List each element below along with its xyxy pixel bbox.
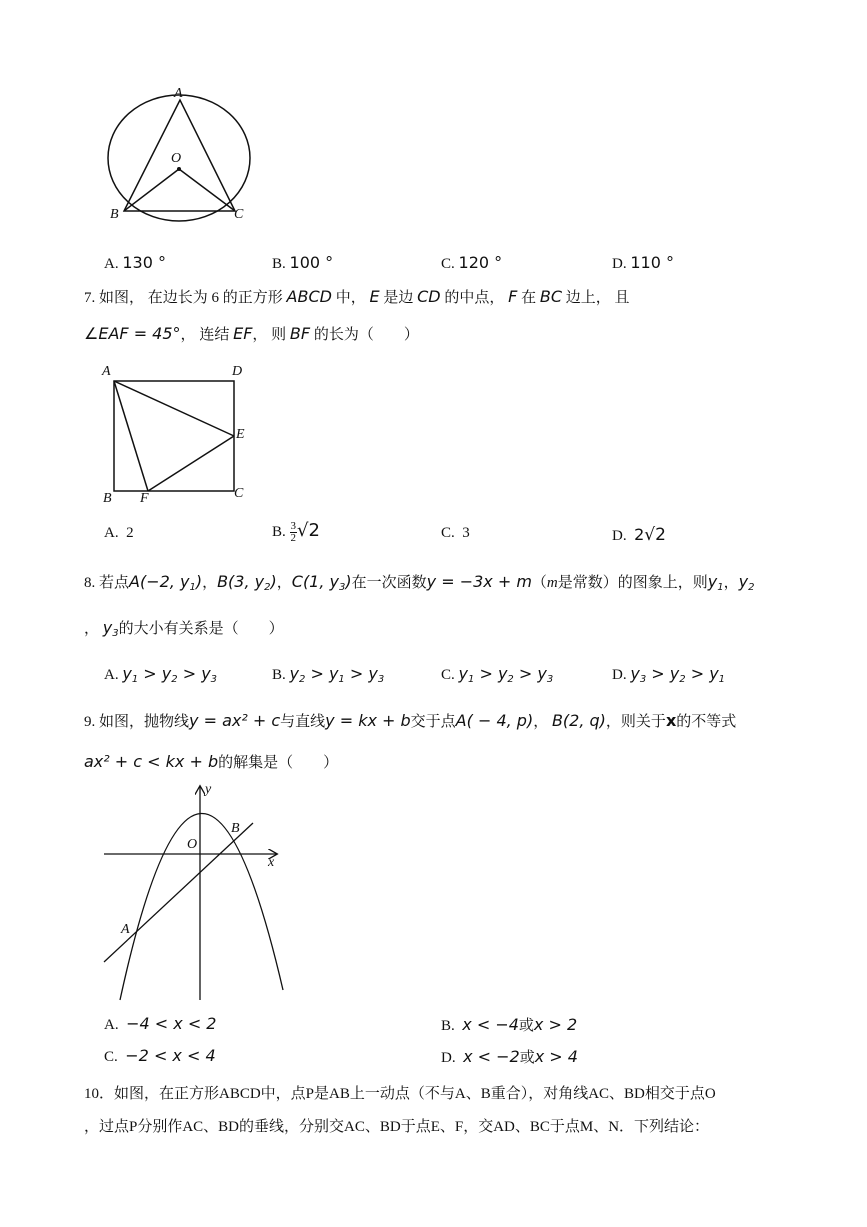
math-angle: ∠EAF = 45° [84,324,181,343]
option-value: 120 ° [458,253,503,272]
text: 如图， [99,290,145,306]
subscript: 2 [679,674,686,685]
text: 的大小有关系是（ ） [118,621,284,637]
subscript: 3 [639,674,647,685]
q10-question-line1: 10．如图，在正方形ABCD中，点P是AB上一动点（不与A、B重合），对角线AC、BD相交于点O [84,1086,716,1102]
text: 在一次函数 [351,575,427,591]
math-line: y = kx + b [325,711,411,730]
q9-label-x: x [268,855,275,870]
q7-label-b: B [103,491,112,506]
math-segment: BC [539,287,562,306]
option-letter: C. [441,256,455,272]
math-segment: BF [289,324,311,343]
math-segment: CD [417,287,441,306]
text: ， [252,327,268,343]
math-part: y [289,664,299,683]
text: 6 [211,290,220,306]
text: 如图，抛物线 [99,714,190,730]
option-letter: B. [272,667,286,683]
text: ， [533,714,549,730]
math-point-b: B(2, q) [551,711,606,730]
text: 的正方形 [222,290,283,306]
option-value: x < −4 [462,1015,519,1034]
q6-label-b: B [110,207,119,222]
option-letter: D. [612,256,627,272]
text: 在 [521,290,537,306]
text: 是常数）的图象上，则 [557,575,708,591]
math-part: ) [270,572,277,591]
q9-parabola [120,813,283,1000]
text: ， [276,575,292,591]
option-value: 2 [126,525,134,541]
math-part: y [497,664,508,683]
subscript: 3 [377,674,385,685]
math-parabola: y = ax² + c [189,711,281,730]
text: 与直线 [280,714,326,730]
option-value: 100 ° [289,253,334,272]
q9-option-b[interactable] [441,1014,577,1035]
math-op: > [138,664,162,683]
option-value: 110 ° [630,253,674,272]
option-value: x > 2 [533,1015,578,1034]
math-part: y [458,664,468,683]
math-part: y [201,664,211,683]
text: 连结 [199,327,230,343]
question-number: 7. [84,290,96,306]
option-coef: 2 [634,525,645,544]
text: ， [180,327,196,343]
option-letter: A. [104,525,119,541]
math-op: > [513,664,538,683]
math-part: y [709,664,719,683]
math-part: y [630,664,640,683]
subscript: 1 [718,674,726,685]
option-letter: A. [104,1017,119,1033]
math-op: > [685,664,710,683]
text: 的长为（ ） [313,327,419,343]
math-part: ) [345,572,352,591]
q9-line [104,823,253,962]
text: 是边 [383,290,414,306]
text: ， [84,621,100,637]
option-or: 或 [519,1050,535,1066]
fraction-numerator: 3 [290,520,297,533]
subscript: 2 [171,674,178,685]
option-letter: A. [104,667,119,683]
text: 在边长为 [147,290,208,306]
q9-label-y: y [205,782,212,797]
text: 且 [614,290,630,306]
subscript: 3 [210,674,218,685]
option-value: x > 4 [534,1047,578,1066]
text: （ [531,575,547,591]
math-part: ) [195,572,203,591]
text: 边上， [565,290,611,306]
option-letter: D. [441,1050,456,1066]
subscript: 2 [264,582,271,593]
math-op: > [646,664,670,683]
math-op: > [305,664,329,683]
q9-label-o: O [187,837,198,852]
question-number: 9. [84,714,96,730]
text: 的中点， [444,290,505,306]
math-var: m [546,575,558,591]
text: 的不等式 [676,714,737,730]
math-part: y [368,664,378,683]
option-letter: C. [104,1049,118,1065]
math-op: > [474,664,498,683]
option-root: √2 [297,520,320,541]
math-segment: EF [233,324,253,343]
q7-label-a: A [102,364,111,379]
math-part: y [122,664,132,683]
subscript: 2 [748,582,755,593]
math-part: A(−2, y [129,572,190,591]
q9-option-d[interactable] [441,1046,578,1067]
math-part: C(1, y [291,572,339,591]
option-value: −4 < x < 2 [126,1014,217,1033]
math-part: y [738,572,749,591]
option-letter: D. [612,528,627,544]
q6-label-o: O [171,151,182,166]
math-part: y [161,664,172,683]
option-letter: C. [441,667,455,683]
q7-label-d: D [232,364,243,379]
math-point-a: A( − 4, p) [455,711,534,730]
text: 若点 [99,575,130,591]
option-letter: B. [272,256,286,272]
math-equation: y = −3x + m [426,572,532,591]
math-part: B(3, y [217,572,265,591]
subscript: 1 [131,674,139,685]
option-value: x < −2 [463,1047,520,1066]
question-number: 8. [84,575,96,591]
q7-label-e: E [236,427,245,442]
subscript: 1 [338,674,345,685]
q7-label-c: C [234,486,244,501]
text: ，则关于 [605,714,666,730]
q6-label-a: A [174,86,183,101]
option-root: √2 [644,525,666,545]
option-letter: D. [612,667,627,683]
text: 的解集是（ ） [218,755,339,771]
option-letter: B. [272,524,286,540]
fraction-denominator: 2 [290,532,297,545]
math-var: x [665,711,677,730]
subscript: 2 [507,674,514,685]
text: ， [202,575,218,591]
q9-option-a[interactable] [104,1014,216,1034]
math-op: > [344,664,369,683]
text: ， [723,575,739,591]
option-value: 130 ° [122,253,166,272]
subscript: 3 [112,628,119,639]
text: 中， [335,290,366,306]
subscript: 1 [717,582,724,593]
subscript: 1 [467,674,475,685]
option-letter: C. [441,525,455,541]
option-value: 3 [462,525,470,541]
text: 则 [271,327,287,343]
math-point: F [508,287,518,306]
subscript: 2 [298,674,306,685]
math-square-name: ABCD [286,287,332,306]
q10-question-line2: ，过点P分别作AC、BD的垂线，分别交AC、BD于点E、F，交AD、BC于点M、N．下列结论： [84,1119,710,1135]
q9-label-a: A [121,922,130,937]
option-value: −2 < x < 4 [125,1046,216,1065]
subscript: 3 [546,674,554,685]
q6-label-c: C [234,207,244,222]
text: 交于点 [410,714,456,730]
math-op: > [177,664,202,683]
subscript: 3 [339,582,346,593]
q9-option-c[interactable] [104,1046,216,1066]
math-part: y [669,664,680,683]
math-part: y [102,618,113,637]
option-or: 或 [518,1018,534,1034]
math-part: y [537,664,547,683]
math-point: E [369,287,380,306]
math-part: y [707,572,718,591]
option-letter: B. [441,1018,455,1034]
math-part: y [328,664,339,683]
math-inequality: ax² + c < kx + b [84,752,219,771]
q7-label-f: F [140,491,149,506]
option-letter: A. [104,256,119,272]
q9-label-b: B [231,821,240,836]
subscript: 1 [189,582,196,593]
